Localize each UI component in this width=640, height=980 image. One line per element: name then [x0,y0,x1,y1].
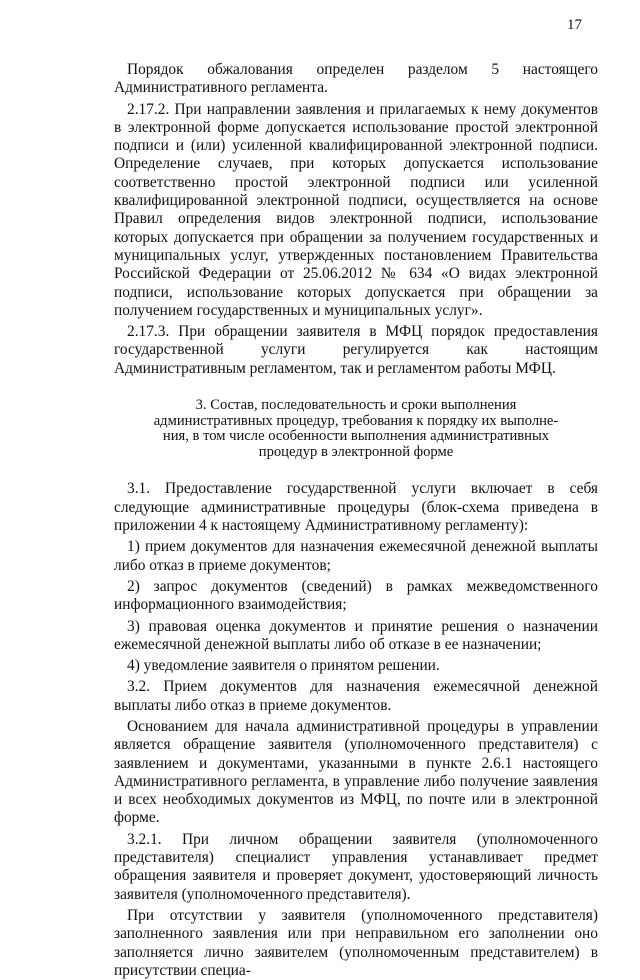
section-heading-line: процедур в электронной форме [258,443,454,460]
list-item-1: 1) прием документов для назначения ежемесячной денежной выплаты либо отказ в приеме документов; [114,538,598,574]
paragraph-appeal-procedure: Порядок обжалования определен разделом 5 настоящего Административного регламента. [114,61,598,97]
page-number: 17 [567,17,582,33]
paragraph-3-2-1: 3.2.1. При личном обращении заявителя (уполномоченного представителя) специалист управления устанавливает предмет обращения заявителя и проверяет документ, удостоверяющий личность заявителя (уполномоченного представителя). [114,830,598,903]
paragraph-3-2: 3.2. Прием документов для назначения ежемесячной денежной выплаты либо отказ в приеме документов. [114,678,598,714]
section-heading [114,398,598,460]
paragraph-3-1: 3.1. Предоставление государственной услуги включает в себя следующие административные процедуры (блок-схема приведена в приложении 4 к настоящему Административному регламенту): [114,480,598,535]
paragraph-2-17-2: 2.17.2. При направлении заявления и прилагаемых к нему документов в электронной форме допускается использование простой электронной подписи и (или) усиленной квалифицированной электронной подписи. Определение случаев, при которых допускается использование соответственно простой электронной подписи или усиленной квалифицированной электронной подписи, осуществляется на основе Правил определения видов электронной подписи, использование которых допускается при обращении за получением государственных и муниципальных услуг, утвержденных постановлением Правительства Российской Федерации от 25.06.2012 № 634 «О видах электронной подписи, использование которых допускается при обращении за получением государственных и муниципальных услуг». [114,100,598,319]
document-body [114,61,598,980]
section-heading-line: ния, в том числе особенности выполнения административных [162,428,550,445]
paragraph-basis: Основанием для начала административной процедуры в управлении является обращение заявителя (уполномоченного представителя) с заявлением и документами, указанными в пункте 2.6.1 настоящего Административного регламента, в управление либо получение заявления и всех необходимых документов из МФЦ, по почте или в электронной форме. [114,717,598,827]
paragraph-missing-application: При отсутствии у заявителя (уполномоченного представителя) заполненного заявления или при неправильном его заполнении оно заполняется лично заявителем (уполномоченным представителем) в присутствии специа- [114,906,598,979]
section-heading-line: административных процедур, требования к порядку их выполне- [153,412,559,429]
paragraph-2-17-3: 2.17.3. При обращении заявителя в МФЦ порядок предоставления государственной услуги регулируется как настоящим Административным регламентом, так и регламентом работы МФЦ. [114,323,598,377]
section-heading-line: 3. Состав, последовательность и сроки выполнения [195,397,517,414]
list-item-2: 2) запрос документов (сведений) в рамках межведомственного информационного взаимодействия; [114,577,598,614]
list-item-3: 3) правовая оценка документов и принятие решения о назначении ежемесячной денежной выплаты либо об отказе в ее назначении; [114,617,598,653]
list-item-4: 4) уведомление заявителя о принятом решении. [127,657,440,675]
